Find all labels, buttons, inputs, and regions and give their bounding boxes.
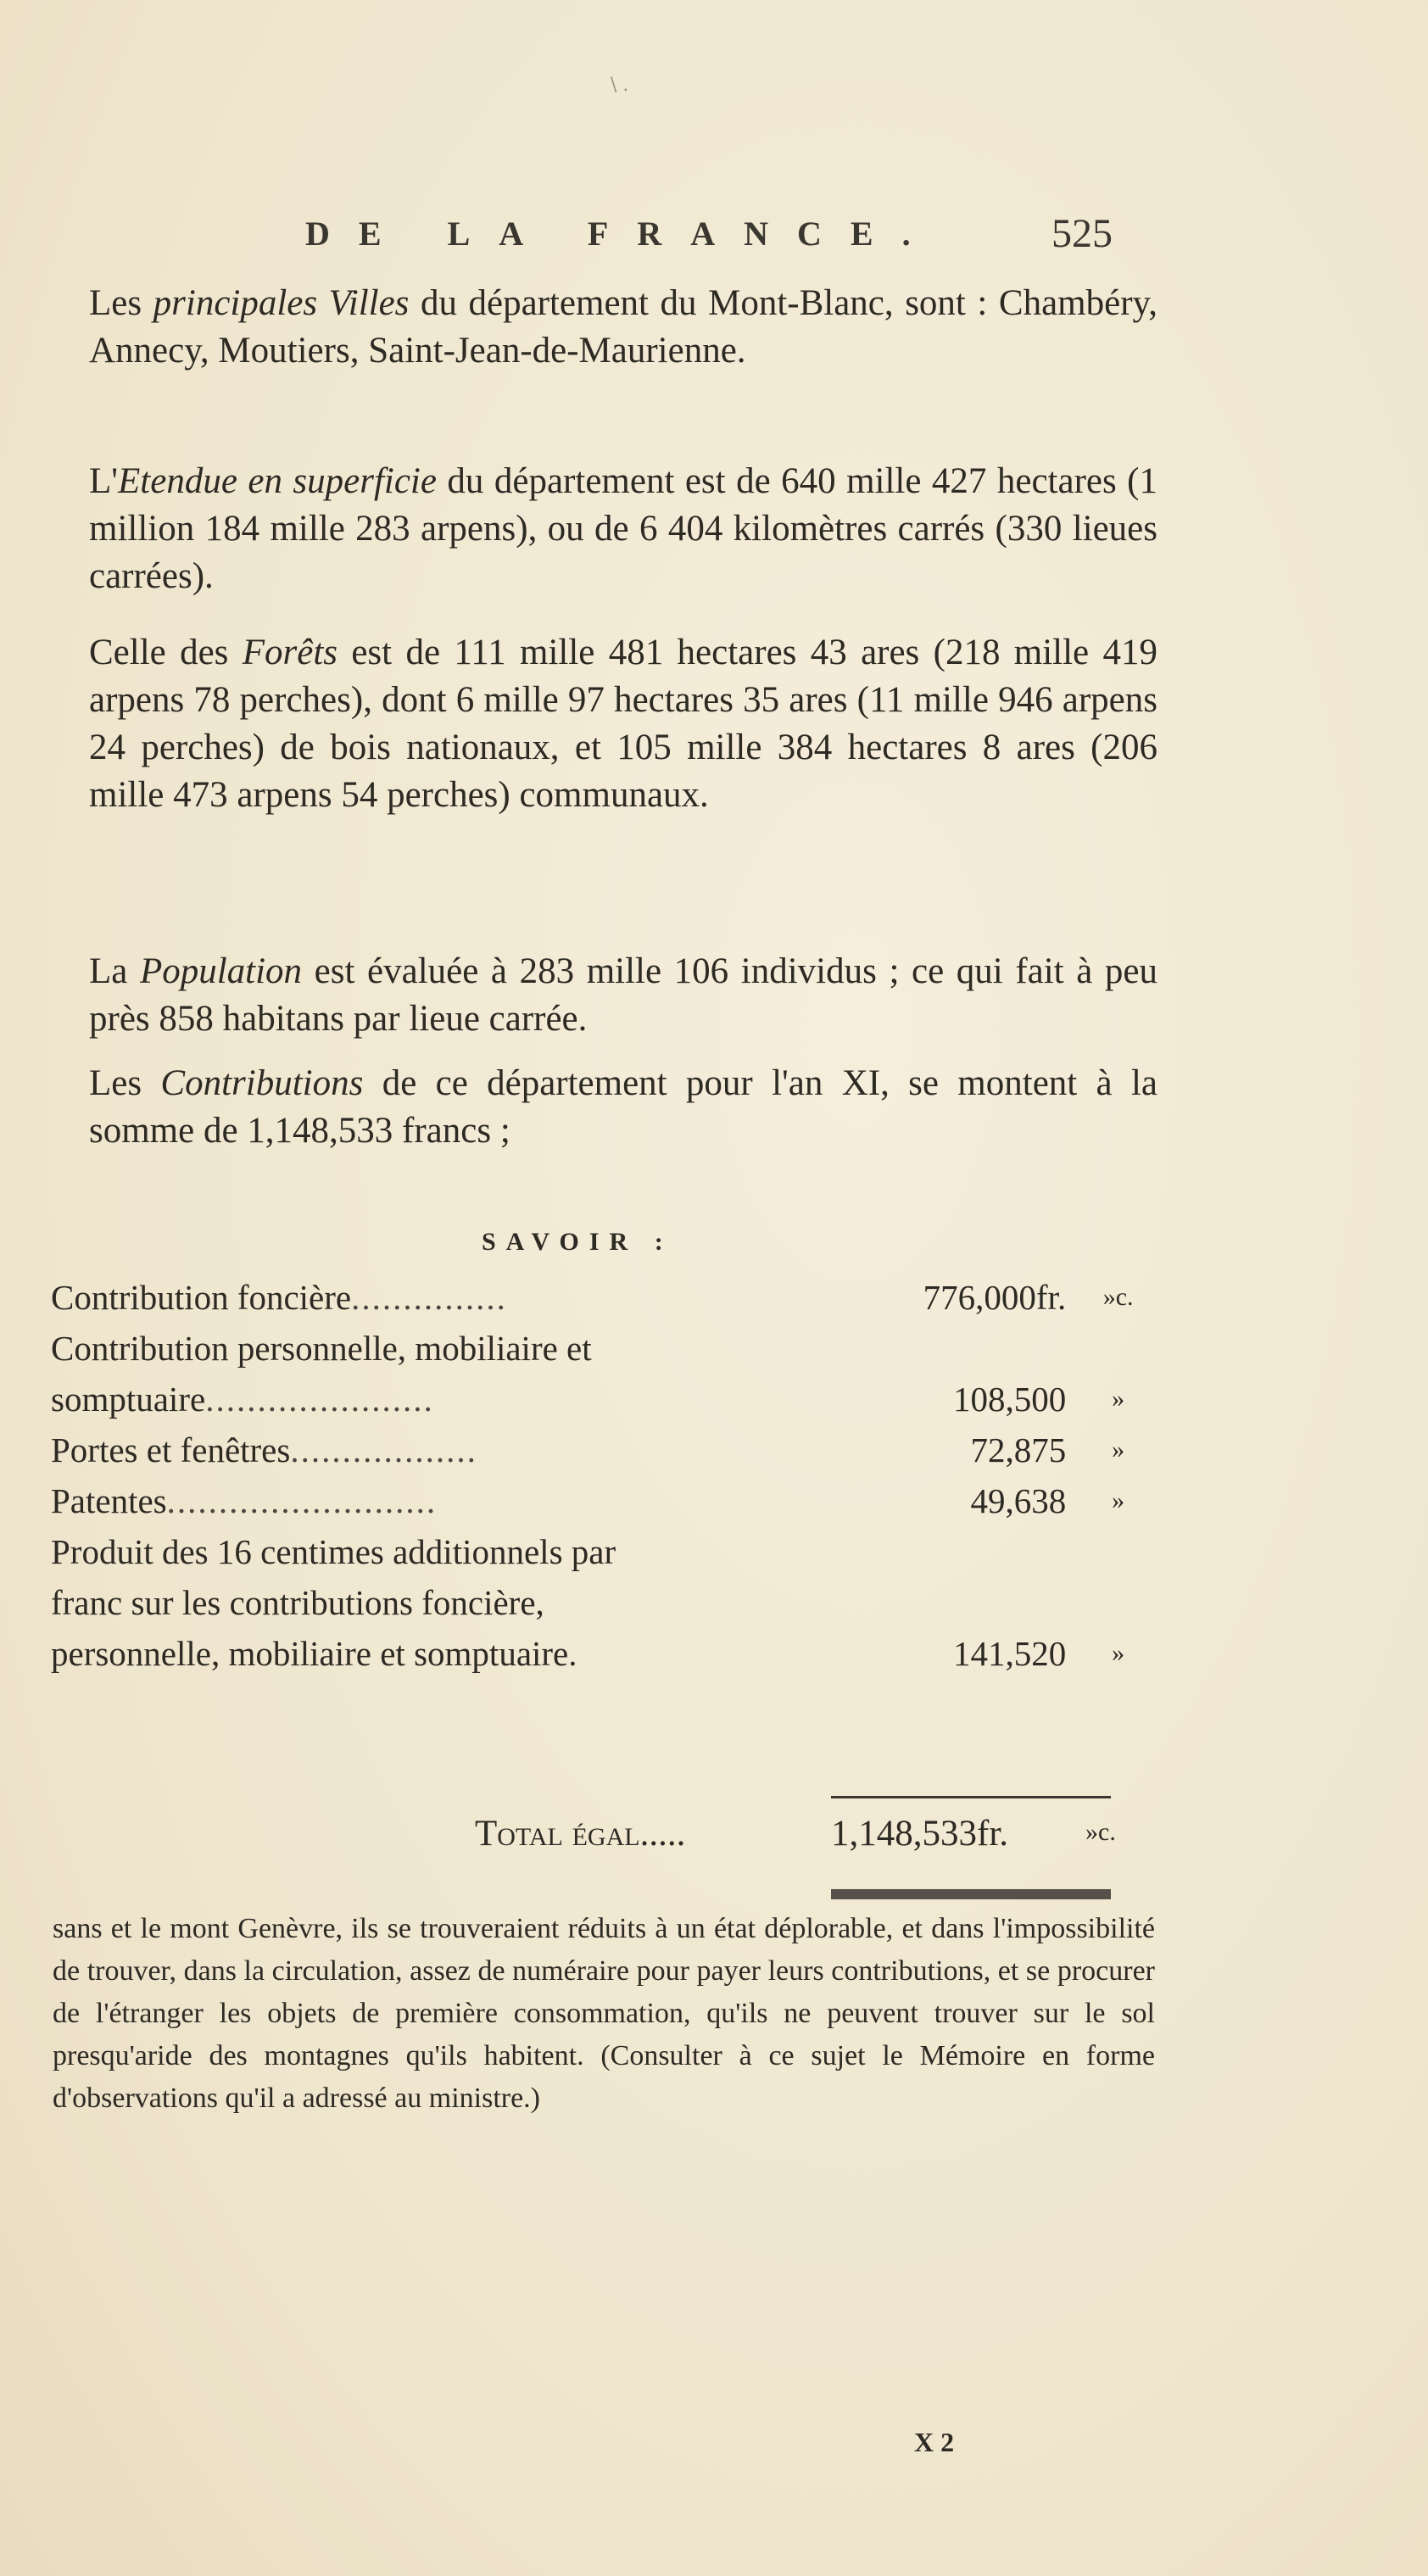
paragraph-italic: Population xyxy=(139,951,303,991)
row-label: Contribution personnelle, mobiliaire et xyxy=(51,1329,592,1368)
contributions-table xyxy=(51,1272,1170,1679)
row-leader: ............... xyxy=(351,1278,507,1317)
running-head-title: DE LA FRANCE. xyxy=(305,215,940,253)
row-amount: 49,638 xyxy=(970,1481,1067,1520)
row-mark xyxy=(1066,1323,1170,1374)
paragraph-principal-cities xyxy=(89,280,1157,375)
savoir-heading: SAVOIR : xyxy=(482,1228,673,1256)
table-row xyxy=(51,1323,1170,1374)
page-number: 525 xyxy=(1051,211,1113,256)
paragraph-text: est de 111 mille 481 hectares 43 ares (218 mille 419 arpens 78 perches), dont 6 mille 97 hectares 35 ares (11 mille 946 arpens 24 perches) de bois nationaux, et 105 mille 384 hectares 8 ares (206 mille 473 arpens 54 perches) communaux. xyxy=(89,633,1157,815)
row-label: personnelle, mobiliaire et somptuaire. xyxy=(51,1634,577,1673)
row-amount: 72,875 xyxy=(970,1430,1067,1469)
paragraph-lead: La xyxy=(89,951,140,991)
row-amount xyxy=(867,1577,1066,1628)
table-row xyxy=(51,1272,1170,1323)
paragraph-contributions xyxy=(89,1060,1157,1155)
table-row xyxy=(51,1577,1170,1628)
row-label: Portes et fenêtres xyxy=(51,1430,291,1469)
row-label: Patentes xyxy=(51,1481,167,1520)
paragraph-lead: L' xyxy=(89,461,119,501)
paragraph-text: est évaluée à 283 mille 106 individus ; ce qui fait à peu près 858 habitans par lieue carrée. xyxy=(89,951,1157,1039)
paragraph-italic: Forêts xyxy=(242,633,338,672)
row-mark: » xyxy=(1112,1486,1125,1514)
paragraph-text: du département est de 640 mille 427 hectares (1 million 184 mille 283 arpens), ou de 6 404 kilomètres carrés (330 lieues carrées). xyxy=(89,461,1157,596)
paragraph-italic: Contributions xyxy=(160,1063,364,1103)
total-mark: »c. xyxy=(1085,1818,1116,1846)
footnote: sans et le mont Genèvre, ils se trouveraient réduits à un état déplorable, et dans l'impossibilité de trouver, dans la circulation, assez de numéraire pour payer leurs contributions, et se procurer de l'étranger les objets de première consommation, qu'ils ne peuvent trouver sur le sol presqu'aride des montagnes qu'ils habitent. (Consulter à ce sujet le Mémoire en forme d'observations qu'il a adressé au ministre.) xyxy=(53,1913,1155,2114)
table-row xyxy=(51,1628,1170,1679)
table-row xyxy=(51,1425,1170,1475)
row-mark: » xyxy=(1112,1385,1125,1413)
paragraph-forests xyxy=(89,629,1157,819)
row-amount: 776,000fr. xyxy=(923,1278,1067,1317)
row-amount: 108,500 xyxy=(952,1380,1067,1419)
paragraph-text: du département du Mont-Blanc, sont : Chambéry, Annecy, Moutiers, Saint-Jean-de-Maurienne. xyxy=(89,283,1157,371)
paragraph-population xyxy=(89,948,1157,1043)
row-leader: .................. xyxy=(290,1430,477,1469)
paragraph-lead: Celle des xyxy=(89,633,243,672)
table-row xyxy=(51,1475,1170,1526)
total-value: 1,148,533fr. xyxy=(831,1814,1009,1854)
signature-mark: X 2 xyxy=(914,2427,955,2457)
end-rule xyxy=(831,1889,1111,1899)
total-rule xyxy=(831,1796,1111,1798)
row-amount xyxy=(867,1323,1066,1374)
paragraph-lead: Les xyxy=(89,1063,161,1103)
row-mark xyxy=(1066,1526,1170,1577)
row-label: Contribution foncière xyxy=(51,1278,352,1317)
row-amount xyxy=(867,1526,1066,1577)
table-row xyxy=(51,1526,1170,1577)
row-mark: » xyxy=(1112,1436,1125,1464)
row-mark: » xyxy=(1112,1639,1125,1667)
table-row xyxy=(51,1374,1170,1425)
top-mark: \ . xyxy=(611,75,629,96)
row-leader: .......................... xyxy=(166,1481,438,1520)
total-label: Total égal..... xyxy=(475,1814,686,1854)
row-mark xyxy=(1066,1577,1170,1628)
paragraph-italic: Etendue en superficie xyxy=(118,461,437,501)
paragraph-text: de ce département pour l'an XI, se montent à la somme de 1,148,533 francs ; xyxy=(89,1063,1157,1151)
row-leader: ...................... xyxy=(205,1380,434,1419)
row-amount: 141,520 xyxy=(952,1634,1067,1673)
paragraph-area xyxy=(89,458,1157,600)
paragraph-lead: Les xyxy=(89,283,153,323)
running-head xyxy=(0,211,1428,265)
row-label: Produit des 16 centimes additionnels par xyxy=(51,1532,616,1571)
row-label: franc sur les contributions foncière, xyxy=(51,1583,544,1622)
row-mark: »c. xyxy=(1102,1283,1134,1311)
row-label: somptuaire xyxy=(51,1380,206,1419)
paragraph-italic: principales Villes xyxy=(153,283,410,323)
